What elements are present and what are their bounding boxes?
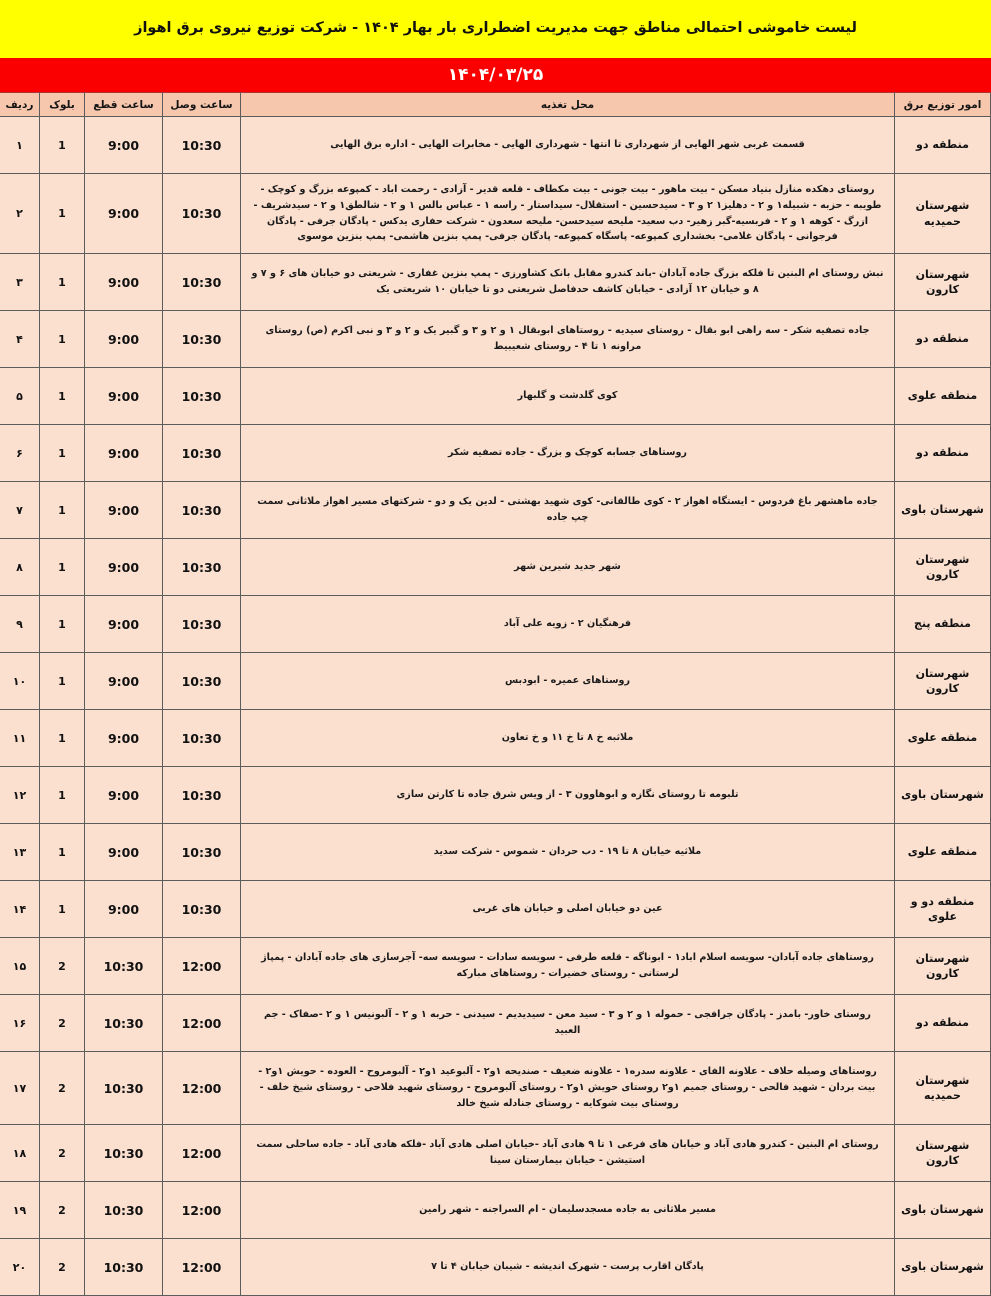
cell-radif: ۴	[0, 311, 40, 368]
cell-saat-vasl: 10:30	[163, 425, 241, 482]
cell-blok: 1	[40, 425, 85, 482]
cell-saat-ghat: 10:30	[85, 1182, 163, 1239]
cell-blok: 2	[40, 1125, 85, 1182]
cell-mahal: روستاهای جاده آبادان- سویسه اسلام اباد۱ - ابوناگه - قلعه طرفی - سویسه سادات - سویسه سه- آجرسازی های جاده آبادان - پمپاژ لرستانی - روستای خضیرات - روستاهای مبارکه	[241, 938, 895, 995]
cell-blok: 2	[40, 938, 85, 995]
cell-saat-vasl: 12:00	[163, 1239, 241, 1296]
cell-omur: شهرستان حمیدیه	[895, 174, 991, 254]
cell-mahal: ملاثبه خ ۸ تا خ ۱۱ و خ تعاون	[241, 710, 895, 767]
cell-saat-ghat: 10:30	[85, 938, 163, 995]
cell-omur: منطقه پنج	[895, 596, 991, 653]
cell-saat-ghat: 9:00	[85, 117, 163, 174]
table-row	[0, 1239, 991, 1296]
cell-saat-vasl: 10:30	[163, 881, 241, 938]
cell-saat-vasl: 10:30	[163, 368, 241, 425]
cell-mahal: جاده ماهشهر باغ فردوس - ایستگاه اهواز ۲ - کوی طالقانی- کوی شهید بهشتی - لدین یک و دو - شرکتهای مسیر اهواز ملاثانی سمت چپ جاده	[241, 482, 895, 539]
cell-blok: 1	[40, 482, 85, 539]
cell-mahal: نبش روستای ام البنین تا فلکه بزرگ جاده آبادان -باند کندرو مقابل بانک کشاورزی - پمپ بنزین غفاری - شریعتی دو خیابان های ۶ و ۷ و ۸ و خیابان ۱۲ آزادی - خیابان کاشف حدفاصل شریعتی دو تا خیابان ۱۰ شریعتی یک	[241, 254, 895, 311]
cell-blok: 1	[40, 881, 85, 938]
cell-blok: 2	[40, 995, 85, 1052]
cell-saat-vasl: 10:30	[163, 117, 241, 174]
cell-saat-vasl: 10:30	[163, 824, 241, 881]
table-row	[0, 653, 991, 710]
schedule-date: ۱۴۰۴/۰۳/۲۵	[447, 65, 544, 85]
cell-blok: 1	[40, 653, 85, 710]
cell-radif: ۱۶	[0, 995, 40, 1052]
cell-saat-ghat: 9:00	[85, 482, 163, 539]
cell-omur: منطقه علوی	[895, 710, 991, 767]
column-header-radif: ردیف	[0, 93, 40, 117]
cell-saat-ghat: 9:00	[85, 311, 163, 368]
cell-mahal: کوی گلدشت و گلبهار	[241, 368, 895, 425]
cell-mahal: مسیر ملاثانی به جاده مسجدسلیمان - ام السراجنه - شهر رامین	[241, 1182, 895, 1239]
cell-saat-ghat: 9:00	[85, 539, 163, 596]
cell-mahal: عین دو خیابان اصلی و خیابان های غربی	[241, 881, 895, 938]
cell-radif: ۱۰	[0, 653, 40, 710]
cell-radif: ۱۳	[0, 824, 40, 881]
cell-radif: ۶	[0, 425, 40, 482]
cell-omur: منطقه دو	[895, 117, 991, 174]
cell-saat-vasl: 10:30	[163, 653, 241, 710]
cell-saat-ghat: 9:00	[85, 710, 163, 767]
cell-radif: ۱۲	[0, 767, 40, 824]
cell-saat-ghat: 9:00	[85, 653, 163, 710]
cell-radif: ۱۹	[0, 1182, 40, 1239]
outage-table	[0, 92, 991, 1296]
table-row	[0, 368, 991, 425]
cell-mahal: ملاثیه خیابان ۸ تا ۱۹ - دب حردان - شموس - شرکت سدید	[241, 824, 895, 881]
cell-omur: شهرستان کارون	[895, 1125, 991, 1182]
cell-blok: 1	[40, 174, 85, 254]
cell-saat-vasl: 10:30	[163, 539, 241, 596]
cell-blok: 1	[40, 824, 85, 881]
cell-mahal: روستای دهکده منازل بنیاد مسکن - بیت ماهور - بیت جونی - بیت مکطاف - قلعه قدیر - آزادی - رحمت اباد - کمپوعه بزرگ و کوچک - طویبه - حزبه - شبیله۱ و ۲ - دهلیز۱ ۲ و ۳ - سیدحسین - استقلال- سیداستار - راسه ۱ - عباس بالس ۱ و ۲ - شالطق۱ و ۲ - سیدشریف - ازرگ - کوهه ۱ و ۲ - فربسیه-گبر زهیر- دب سعید- ملیحه سیدحسن- ملیحه سعدون - شرکت حفاری یدکس - پادگان جرفی - پادگان فرجوانی - پادگان غلامی- بخشداری کمپوعه- پاسگاه کمپوعه- پادگان جرفی- پمپ بنزین هاشمی- پمپ بنزین موسوی	[241, 174, 895, 254]
table-row	[0, 174, 991, 254]
cell-saat-vasl: 10:30	[163, 482, 241, 539]
page-title: لیست خاموشی احتمالی مناطق جهت مدیریت اضطراری بار بهار ۱۴۰۴ - شرکت توزیع نیروی برق اهواز	[134, 19, 857, 36]
cell-blok: 1	[40, 117, 85, 174]
cell-omur: شهرستان باوی	[895, 482, 991, 539]
cell-omur: منطقه علوی	[895, 368, 991, 425]
cell-radif: ۲۰	[0, 1239, 40, 1296]
cell-blok: 1	[40, 767, 85, 824]
cell-radif: ۱۵	[0, 938, 40, 995]
column-header-saat-vasl: ساعت وصل	[163, 93, 241, 117]
cell-radif: ۱۸	[0, 1125, 40, 1182]
cell-mahal: روستاهای جسابه کوچک و بزرگ - جاده تصفیه شکر	[241, 425, 895, 482]
cell-saat-ghat: 9:00	[85, 596, 163, 653]
cell-saat-ghat: 9:00	[85, 824, 163, 881]
table-row	[0, 117, 991, 174]
table-row	[0, 254, 991, 311]
cell-saat-vasl: 12:00	[163, 1125, 241, 1182]
cell-saat-vasl: 12:00	[163, 938, 241, 995]
cell-mahal: فرهنگیان ۲ - زویه علی آباد	[241, 596, 895, 653]
cell-omur: شهرستان باوی	[895, 767, 991, 824]
cell-saat-ghat: 9:00	[85, 254, 163, 311]
cell-radif: ۸	[0, 539, 40, 596]
cell-mahal: جاده تصفیه شکر - سه راهی ابو بقال - روستای سیدیه - روستاهای ابوبقال ۱ و ۲ و ۳ و گبیر یک و ۲ و ۳ و نبی اکرم (ص) روستای مراونه ۱ تا ۴ - روستای شعیبیط	[241, 311, 895, 368]
cell-saat-vasl: 12:00	[163, 995, 241, 1052]
title-banner	[0, 0, 991, 58]
table-row	[0, 425, 991, 482]
cell-omur: منطقه دو و علوی	[895, 881, 991, 938]
cell-mahal: روستای ام البنین - کندرو هادی آباد و خیابان های فرعی ۱ تا ۹ هادی آباد -خیابان اصلی هادی آباد -فلکه هادی آباد - جاده ساحلی سمت استیشن - خیابان بیمارستان سینا	[241, 1125, 895, 1182]
cell-saat-ghat: 9:00	[85, 767, 163, 824]
table-body	[0, 117, 991, 1296]
table-row	[0, 995, 991, 1052]
cell-saat-vasl: 10:30	[163, 710, 241, 767]
cell-omur: شهرستان کارون	[895, 254, 991, 311]
cell-saat-ghat: 10:30	[85, 995, 163, 1052]
cell-saat-ghat: 10:30	[85, 1125, 163, 1182]
table-row	[0, 482, 991, 539]
table-row	[0, 539, 991, 596]
cell-saat-vasl: 12:00	[163, 1182, 241, 1239]
cell-radif: ۵	[0, 368, 40, 425]
column-header-mahal: محل تغذیه	[241, 93, 895, 117]
cell-omur: منطقه دو	[895, 425, 991, 482]
column-header-blok: بلوک	[40, 93, 85, 117]
cell-saat-ghat: 10:30	[85, 1052, 163, 1125]
cell-omur: شهرستان حمیدیه	[895, 1052, 991, 1125]
cell-saat-ghat: 9:00	[85, 881, 163, 938]
cell-omur: شهرستان باوی	[895, 1239, 991, 1296]
cell-omur: شهرستان کارون	[895, 938, 991, 995]
cell-saat-vasl: 10:30	[163, 254, 241, 311]
cell-blok: 1	[40, 311, 85, 368]
table-row	[0, 824, 991, 881]
cell-radif: ۷	[0, 482, 40, 539]
table-row	[0, 1182, 991, 1239]
cell-blok: 1	[40, 596, 85, 653]
cell-blok: 2	[40, 1182, 85, 1239]
cell-saat-vasl: 10:30	[163, 311, 241, 368]
cell-omur: منطقه دو	[895, 995, 991, 1052]
cell-mahal: تلبومه تا روستای نگازه و ابوهاوون ۳ - از ویس شرق جاده تا کارتن سازی	[241, 767, 895, 824]
table-row	[0, 881, 991, 938]
cell-saat-vasl: 10:30	[163, 767, 241, 824]
table-row	[0, 710, 991, 767]
cell-blok: 1	[40, 710, 85, 767]
cell-saat-ghat: 9:00	[85, 368, 163, 425]
column-header-omur: امور توزیع برق	[895, 93, 991, 117]
table-row	[0, 596, 991, 653]
cell-omur: شهرستان کارون	[895, 653, 991, 710]
cell-blok: 2	[40, 1239, 85, 1296]
cell-radif: ۲	[0, 174, 40, 254]
cell-blok: 1	[40, 539, 85, 596]
cell-mahal: روستاهای عمیره - ابودبس	[241, 653, 895, 710]
table-row	[0, 767, 991, 824]
cell-omur: شهرستان کارون	[895, 539, 991, 596]
cell-blok: 2	[40, 1052, 85, 1125]
cell-blok: 1	[40, 368, 85, 425]
cell-blok: 1	[40, 254, 85, 311]
date-banner	[0, 58, 991, 92]
column-header-saat-ghat: ساعت قطع	[85, 93, 163, 117]
table-row	[0, 311, 991, 368]
cell-mahal: روستاهای وصیله حلاف - علاونه الفای - علاونه سدره۱ - علاونه ضعیف - صندیحه ۱و۲ - آلبوعید ۱و۲ - آلبومروح - العوده - حویش ۱و۲ - بیت بردان - شهید فالحی - روستای جمیم ۱و۲ روستای حویش ۱و۲ - روستای آلبومروح - روستای شهید فلاحی - روستای شیخ خلف - روستای بیت شوکایه - روستای جنادله شیخ خالد	[241, 1052, 895, 1125]
table-header	[0, 93, 991, 117]
cell-saat-vasl: 10:30	[163, 596, 241, 653]
cell-saat-vasl: 10:30	[163, 174, 241, 254]
table-header-row	[0, 93, 991, 117]
table-row	[0, 1125, 991, 1182]
cell-radif: ۱۱	[0, 710, 40, 767]
cell-saat-ghat: 10:30	[85, 1239, 163, 1296]
cell-radif: ۹	[0, 596, 40, 653]
cell-omur: منطقه علوی	[895, 824, 991, 881]
cell-mahal: قسمت غربی شهر الهایی از شهرداری تا انتها - شهرداری الهایی - مخابرات الهایی - اداره برق الهایی	[241, 117, 895, 174]
cell-saat-ghat: 9:00	[85, 425, 163, 482]
cell-omur: منطقه دو	[895, 311, 991, 368]
cell-saat-vasl: 12:00	[163, 1052, 241, 1125]
table-row	[0, 938, 991, 995]
cell-mahal: روستای خاور- بامدز - پادگان جرافجی - حموله ۱ و ۲ و ۳ - سید معن - سیدیدیم - سیدنی - حربه ۱ و ۲ - آلبونیس ۱ و ۲ -صفاک - جم العبید	[241, 995, 895, 1052]
cell-radif: ۱۴	[0, 881, 40, 938]
cell-mahal: پادگان اقارب پرست - شهرک اندیشه - شیبان خیابان ۴ تا ۷	[241, 1239, 895, 1296]
cell-radif: ۱	[0, 117, 40, 174]
cell-radif: ۱۷	[0, 1052, 40, 1125]
cell-mahal: شهر جدید شیرین شهر	[241, 539, 895, 596]
cell-saat-ghat: 9:00	[85, 174, 163, 254]
table-row	[0, 1052, 991, 1125]
cell-radif: ۳	[0, 254, 40, 311]
cell-omur: شهرستان باوی	[895, 1182, 991, 1239]
